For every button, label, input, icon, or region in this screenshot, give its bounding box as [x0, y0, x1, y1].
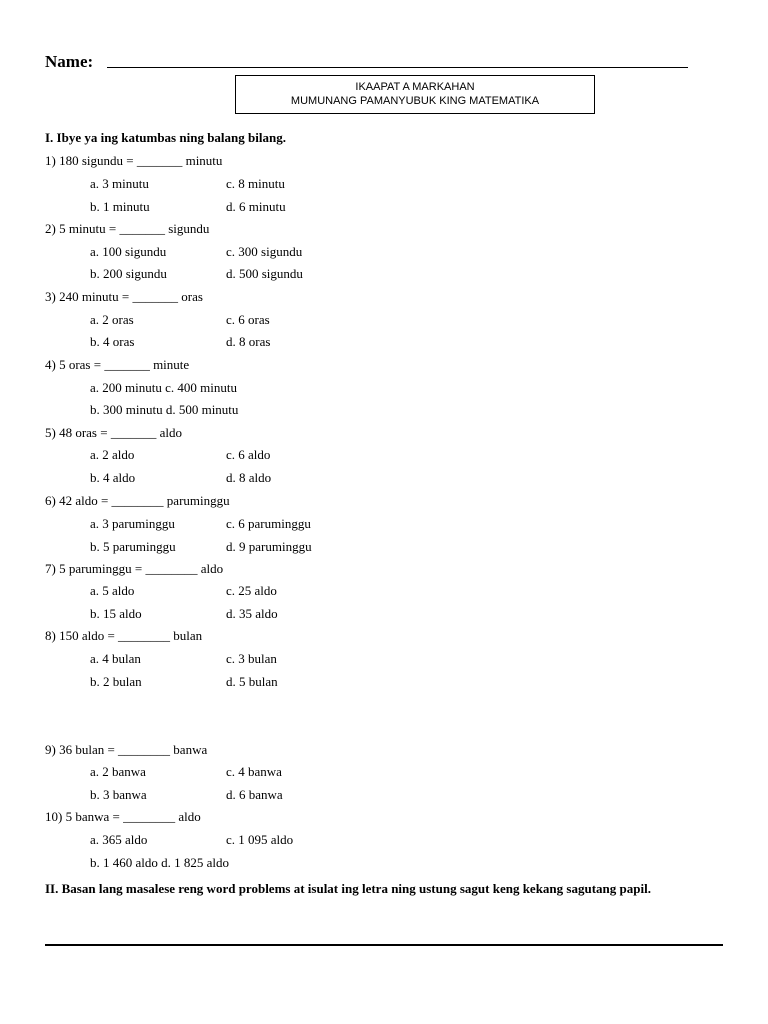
q10-options-row-2: b. 1 460 aldo d. 1 825 aldo: [90, 855, 230, 870]
q9-option-b: b. 3 banwa: [90, 787, 147, 802]
name-row: [45, 51, 690, 73]
q8-option-b: b. 2 bulan: [90, 674, 142, 689]
q9-option-a: a. 2 banwa: [90, 764, 146, 779]
q7-option-c: c. 25 aldo: [226, 583, 277, 598]
question-6: 6) 42 aldo = ________ paruminggu: [45, 493, 230, 508]
q5-option-d: d. 8 aldo: [226, 470, 272, 485]
bottom-rule: [45, 944, 723, 946]
title-box: [235, 75, 595, 114]
q6-option-d: d. 9 paruminggu: [226, 539, 312, 554]
q3-option-a: a. 2 oras: [90, 312, 134, 327]
question-10: 10) 5 banwa = ________ aldo: [45, 809, 201, 824]
q1-option-c: c. 8 minutu: [226, 176, 285, 191]
question-7: 7) 5 paruminggu = ________ aldo: [45, 561, 224, 576]
q1-option-a: a. 3 minutu: [90, 176, 149, 191]
q1-option-b: b. 1 minutu: [90, 199, 150, 214]
q5-option-b: b. 4 aldo: [90, 470, 136, 485]
section-2-heading: II. Basan lang masalese reng word problems at isulat ing letra ning ustung sagut keng kekang sagutang papil.: [45, 881, 651, 896]
q6-option-b: b. 5 paruminggu: [90, 539, 176, 554]
name-label: Name:: [45, 52, 94, 71]
q3-option-d: d. 8 oras: [226, 334, 271, 349]
q7-option-a: a. 5 aldo: [90, 583, 135, 598]
q3-option-c: c. 6 oras: [226, 312, 270, 327]
q10-option-a: a. 365 aldo: [90, 832, 148, 847]
q2-option-b: b. 200 sigundu: [90, 266, 167, 281]
title-line-1: IKAAPAT A MARKAHAN: [355, 81, 475, 93]
q8-option-d: d. 5 bulan: [226, 674, 278, 689]
q10-option-c: c. 1 095 aldo: [226, 832, 294, 847]
question-4: 4) 5 oras = _______ minute: [45, 357, 190, 372]
question-2: 2) 5 minutu = _______ sigundu: [45, 221, 210, 236]
q7-option-b: b. 15 aldo: [90, 606, 142, 621]
title-line-2: MUMUNANG PAMANYUBUK KING MATEMATIKA: [290, 95, 540, 107]
q2-option-d: d. 500 sigundu: [226, 266, 303, 281]
section-1-heading: I. Ibye ya ing katumbas ning balang bilang.: [45, 130, 286, 145]
q2-option-c: c. 300 sigundu: [226, 244, 303, 259]
q9-option-c: c. 4 banwa: [226, 764, 282, 779]
q2-option-a: a. 100 sigundu: [90, 244, 167, 259]
question-8: 8) 150 aldo = ________ bulan: [45, 628, 203, 643]
q5-option-c: c. 6 aldo: [226, 447, 271, 462]
q8-option-a: a. 4 bulan: [90, 651, 141, 666]
q4-options-row-1: a. 200 minutu c. 400 minutu: [90, 380, 237, 395]
q8-option-c: c. 3 bulan: [226, 651, 277, 666]
q3-option-b: b. 4 oras: [90, 334, 135, 349]
question-1: 1) 180 sigundu = _______ minutu: [45, 153, 223, 168]
q6-option-a: a. 3 paruminggu: [90, 516, 175, 531]
q1-option-d: d. 6 minutu: [226, 199, 286, 214]
q5-option-a: a. 2 aldo: [90, 447, 135, 462]
question-3: 3) 240 minutu = _______ oras: [45, 289, 203, 304]
name-blank-line[interactable]: [107, 67, 688, 68]
question-5: 5) 48 oras = _______ aldo: [45, 425, 182, 440]
q7-option-d: d. 35 aldo: [226, 606, 278, 621]
question-9: 9) 36 bulan = ________ banwa: [45, 742, 208, 757]
q4-options-row-2: b. 300 minutu d. 500 minutu: [90, 402, 239, 417]
q9-option-d: d. 6 banwa: [226, 787, 283, 802]
q6-option-c: c. 6 paruminggu: [226, 516, 311, 531]
